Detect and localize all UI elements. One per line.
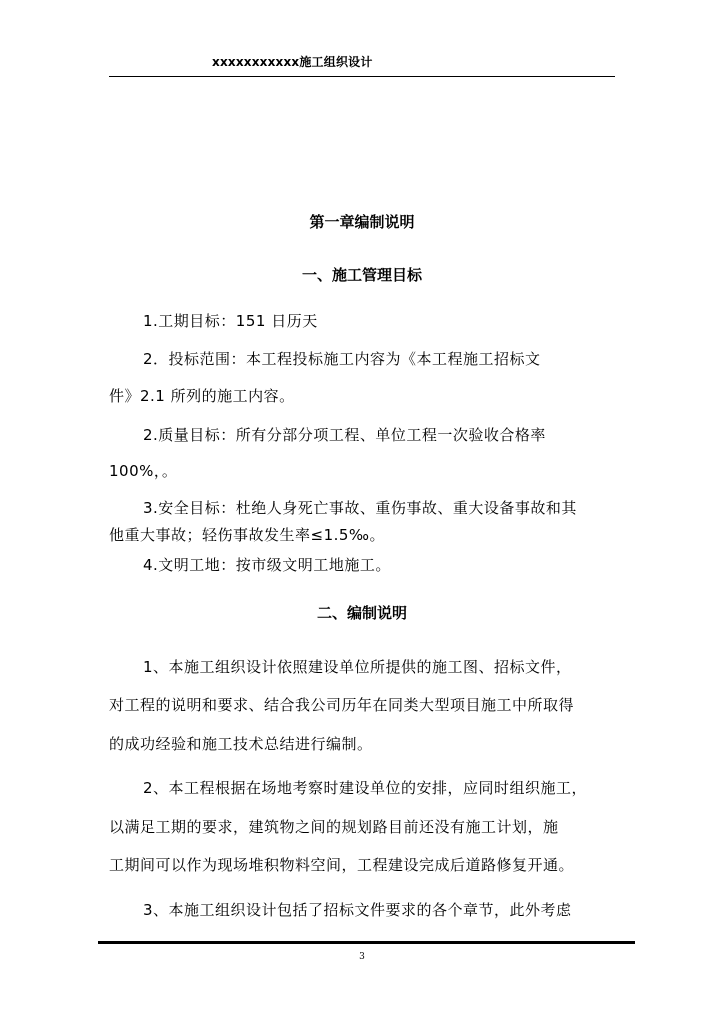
paragraph-1-line-3: 的成功经验和施工技术总结进行编制。 xyxy=(109,735,373,753)
goal-scope-line-1: 2．投标范围：本工程投标施工内容为《本工程施工招标文 xyxy=(143,350,541,368)
paragraph-3-line-1: 3、本施工组织设计包括了招标文件要求的各个章节，此外考虑 xyxy=(143,901,572,919)
goal-scope-line-2: 件》2.1 所列的施工内容。 xyxy=(109,387,295,405)
goal-quality-line-1: 2.质量目标：所有分部分项工程、单位工程一次验收合格率 xyxy=(143,426,546,444)
goal-safety-line-2: 他重大事故；轻伤事故发生率≤1.5‰。 xyxy=(109,526,386,544)
goal-quality-line-2: 100%，。 xyxy=(109,462,178,480)
goal-schedule: 1.工期目标：151 日历天 xyxy=(143,312,318,330)
paragraph-1-line-1: 1、本施工组织设计依照建设单位所提供的施工图、招标文件， xyxy=(143,658,572,676)
chapter-title: 第一章编制说明 xyxy=(309,213,415,231)
section-1-title: 一、施工管理目标 xyxy=(301,266,422,284)
paragraph-2-line-3: 工期间可以作为现场堆积物料空间，工程建设完成后道路修复开通。 xyxy=(109,856,575,874)
paragraph-1-line-2: 对工程的说明和要求、结合我公司历年在同类大型项目施工中所取得 xyxy=(109,696,575,714)
page-number: 3 xyxy=(359,952,365,962)
footer-divider xyxy=(98,941,635,944)
section-2-title: 二、编制说明 xyxy=(316,604,407,622)
paragraph-2-line-2: 以满足工期的要求，建筑物之间的规划路目前还没有施工计划，施 xyxy=(109,818,559,836)
paragraph-2-line-1: 2、本工程根据在场地考察时建设单位的安排，应同时组织施工， xyxy=(143,779,588,797)
header-divider xyxy=(109,76,615,77)
goal-civilized-site: 4.文明工地：按市级文明工地施工。 xyxy=(143,556,391,574)
goal-safety-line-1: 3.安全目标：杜绝人身死亡事故、重伤事故、重大设备事故和其 xyxy=(143,499,577,517)
running-header: xxxxxxxxxxx施工组织设计 xyxy=(212,55,373,69)
